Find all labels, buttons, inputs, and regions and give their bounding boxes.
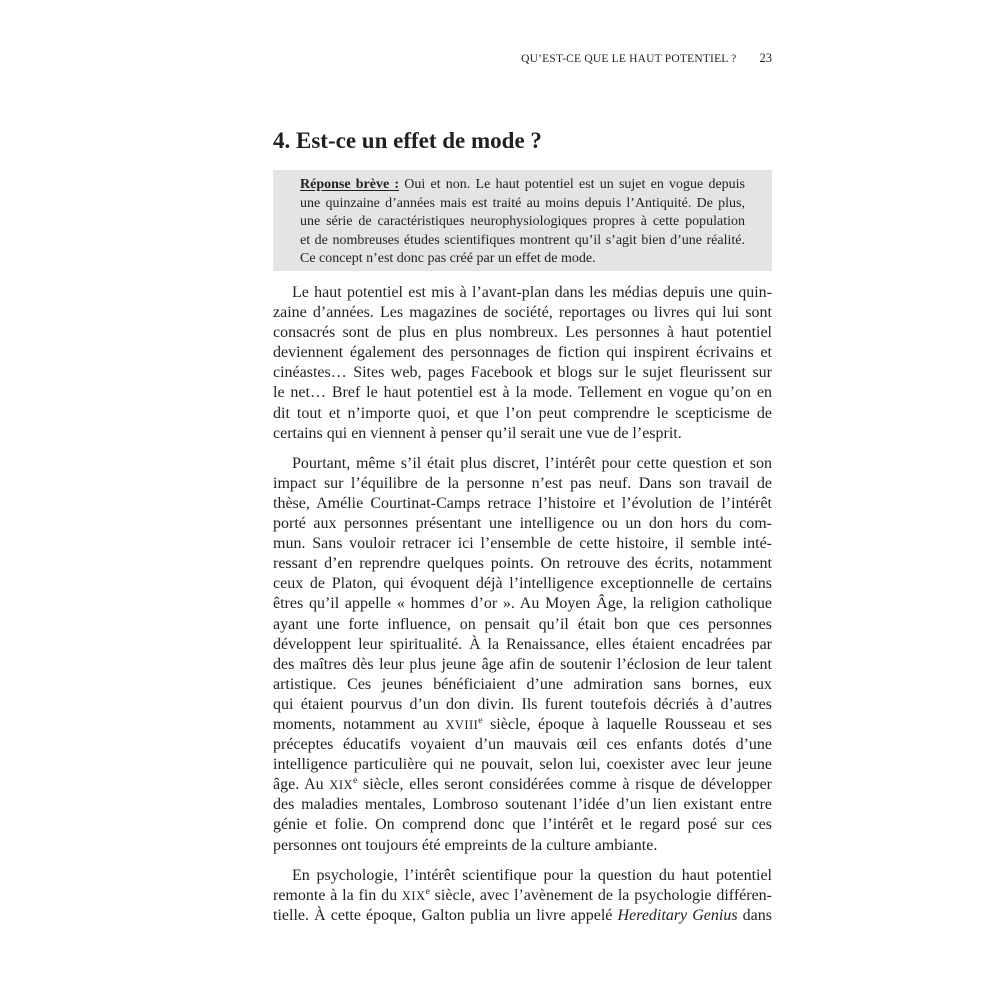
body-paragraph: [273, 454, 772, 856]
body-text: [273, 283, 772, 926]
body-line: des maladies mentales, Lombroso soutenant l’idée d’un lien existant entre: [273, 796, 772, 814]
line-segment: âge. Au: [273, 776, 330, 794]
body-line: [273, 886, 772, 906]
superscript: e: [353, 775, 358, 787]
body-line: [273, 715, 772, 735]
body-line: le net… Bref le haut potentiel est à la mode. Tellement en vogue qu’on en: [273, 384, 772, 402]
short-answer-line: [300, 176, 745, 195]
line-segment: moments, notamment au: [273, 715, 446, 733]
short-answer-line: et de nombreuses études scientifiques montrent qu’il s’agit bien d’une réalité.: [300, 232, 745, 248]
body-line: consacrés sont de plus en plus nombreux. Les personnes à haut potentiel: [273, 324, 772, 342]
page-number: 23: [759, 51, 772, 65]
roman-numeral: XIX: [401, 888, 426, 903]
roman-numeral: XVIII: [445, 717, 479, 732]
line-segment: siècle, avec l’avènement de la psychologie différen-: [429, 886, 773, 904]
superscript: e: [425, 885, 430, 897]
body-line: certains qui en viennent à penser qu’il serait une vue de l’esprit.: [273, 424, 682, 442]
body-line: ressant d’en reprendre quelques points. On retrouve des écrits, notamment: [273, 555, 772, 573]
body-line: développent leur spiritualité. À la Renaissance, elles étaient encadrées par: [273, 635, 772, 653]
body-line: êtres qu’il appelle « hommes d’or ». Au Moyen Âge, la religion catholique: [273, 595, 772, 613]
body-line: thèse, Amélie Courtinat-Camps retrace l’histoire et l’évolution de l’intérêt: [273, 494, 772, 512]
short-answer-line: une quinzaine d’années mais est traité au moins depuis l’Antiquité. De plus,: [300, 195, 745, 211]
line-segment: Oui et non. Le haut potentiel est un sujet en vogue depuis: [399, 177, 746, 192]
line-segment: dans: [737, 906, 773, 924]
body-paragraph: [273, 283, 772, 444]
body-line: ayant une forte influence, on pensait qu’il était bon que ces personnes: [273, 615, 772, 633]
body-paragraph: [273, 866, 772, 926]
body-line: porté aux personnes présentant une intelligence ou un don hors du com-: [273, 515, 772, 533]
body-line: ceux de Platon, qui évoquent déjà l’intelligence exceptionnelle de certains: [273, 575, 772, 593]
body-line: personnes ont toujours été empreints de la culture ambiante.: [273, 836, 658, 854]
line-segment: remonte à la fin du: [273, 886, 402, 904]
body-line: [273, 906, 772, 926]
line-segment: tielle. À cette époque, Galton publia un livre appelé: [273, 906, 618, 924]
body-line: En psychologie, l’intérêt scientifique pour la question du haut potentiel: [292, 866, 772, 884]
body-line: génie et folie. On comprend donc que l’intérêt et le regard posé sur ces: [273, 816, 772, 834]
running-header: [273, 51, 772, 66]
body-line: zaine d’années. Les magazines de société, reportages ou livres qui lui sont: [273, 304, 772, 322]
running-header-title: QU’EST-CE QUE LE HAUT POTENTIEL ?: [521, 53, 737, 65]
line-segment: siècle, époque à laquelle Rousseau et ses: [482, 715, 773, 733]
superscript: e: [478, 715, 483, 727]
section-title: 4. Est-ce un effet de mode ?: [273, 128, 542, 153]
short-answer-label: Réponse brève :: [300, 177, 400, 192]
body-line: des maîtres dès leur plus jeune âge afin de soutenir l’éclosion de leur talent: [273, 655, 772, 673]
body-line: deviennent également des personnages de fiction qui inspirent écrivains et: [273, 344, 772, 362]
body-line: mun. Sans vouloir retracer ici l’ensemble de cette histoire, il semble inté-: [273, 535, 772, 553]
body-line: artistique. Ces jeunes bénéficiaient d’une admiration sans bornes, eux: [273, 675, 772, 693]
short-answer-line: une série de caractéristiques neurophysiologiques propres à cette population: [300, 214, 745, 230]
body-line: Le haut potentiel est mis à l’avant-plan dans les médias depuis une quin-: [292, 284, 772, 301]
short-answer-line: Ce concept n’est donc pas créé par un effet de mode.: [300, 251, 596, 267]
roman-numeral: XIX: [329, 778, 354, 793]
body-line: intelligence particulière qui ne pouvait, selon lui, coexister avec leur jeune: [273, 756, 772, 774]
body-line: préceptes éducatifs voyaient d’un mauvais œil ces enfants dotés d’une: [273, 736, 772, 754]
body-line: impact sur l’équilibre de la personne n’est pas neuf. Dans son travail de: [273, 474, 772, 492]
body-line: Pourtant, même s’il était plus discret, l’intérêt pour cette question et son: [292, 454, 772, 472]
line-segment: siècle, elles seront considérées comme à risque de développer: [357, 776, 773, 794]
short-answer-box: [273, 170, 772, 271]
body-line: dit tout et n’importe quoi, et que l’on peut comprendre le scepticisme de: [273, 404, 772, 422]
book-title-italic: Hereditary Genius: [617, 906, 738, 924]
body-line: cinéastes… Sites web, pages Facebook et blogs sur le sujet fleurissent sur: [273, 364, 772, 382]
body-line: [273, 775, 772, 795]
body-line: qui étaient pourvus d’un don divin. Ils furent toutefois décriés à d’autres: [273, 695, 772, 713]
